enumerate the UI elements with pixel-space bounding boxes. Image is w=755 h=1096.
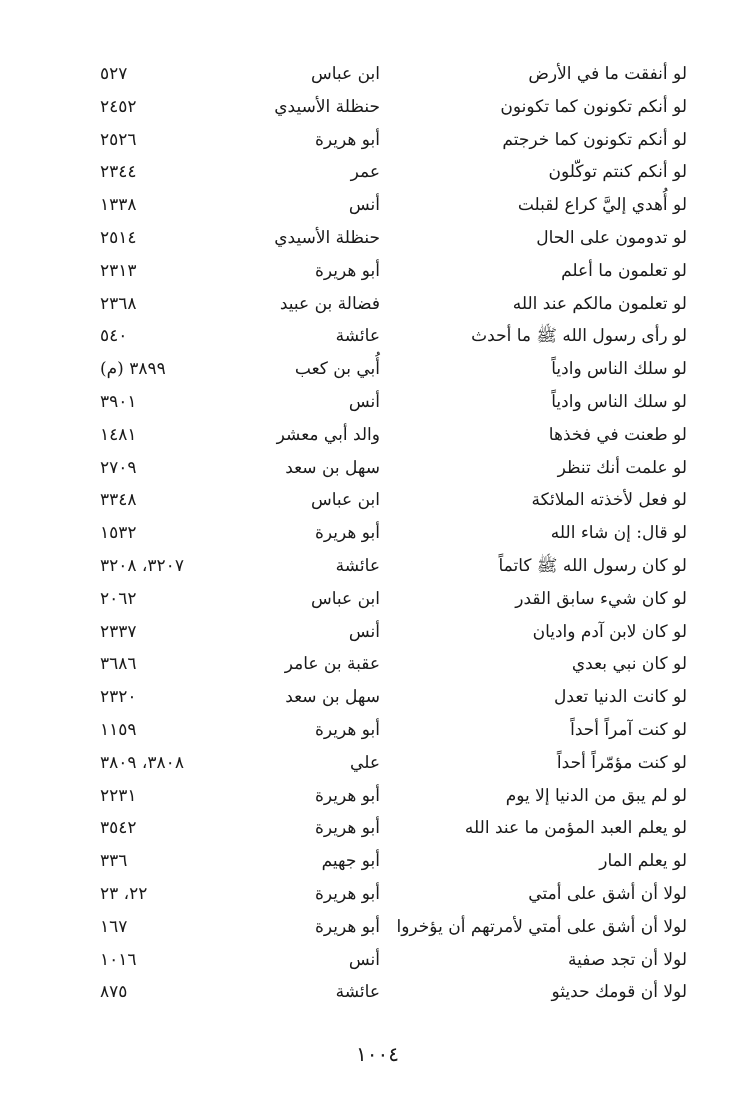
hadith-number-cell (100, 550, 230, 583)
narrator-name: أنس (348, 195, 380, 216)
hadith-number: ٥٢٧ (100, 64, 128, 84)
index-row (0, 944, 755, 977)
narrator-name: سهل بن سعد (285, 687, 380, 708)
hadith-text: لو كان نبي بعدي (571, 654, 687, 675)
hadith-text: لو فعل لأخذته الملائكة (531, 490, 687, 511)
hadith-text: لو علمت أنك تنظر (557, 457, 687, 478)
hadith-number-cell (100, 616, 230, 649)
hadith-number-cell (100, 255, 230, 288)
hadith-number: ١٦٧ (100, 916, 128, 937)
hadith-text: لولا أن أشق على أمتي لأمرتهم أن يؤخروا (396, 916, 687, 937)
narrator-name: أُبي بن كعب (294, 359, 380, 380)
narrator-name: أبو جهيم (321, 851, 380, 872)
hadith-number: ٥٤٠ (100, 326, 128, 347)
hadith-text: لو كنت مؤمّراً أحداً (556, 752, 687, 773)
index-row (0, 812, 755, 845)
hadith-text: لو يعلم المار (599, 851, 687, 872)
hadith-number-cell (100, 911, 230, 944)
hadith-number-cell (100, 189, 230, 222)
narrator-name: أبو هريرة (314, 523, 380, 544)
hadith-number-cell (100, 517, 230, 550)
narrator-name: أبو هريرة (314, 818, 380, 839)
hadith-number-cell (100, 714, 230, 747)
index-row (0, 189, 755, 222)
hadith-number-cell (100, 878, 230, 911)
hadith-number-cell (100, 156, 230, 189)
hadith-number: ١١٥٩ (100, 719, 137, 740)
hadith-number: ٣٣٦ (100, 851, 128, 872)
hadith-text: لو أنكم كنتم توكّلون (548, 162, 687, 183)
index-row (0, 616, 755, 649)
hadith-text: لو كان رسول الله ﷺ كاتماً (498, 555, 687, 576)
hadith-number: ٢٥٢٦ (100, 129, 137, 150)
narrator-name: أبو هريرة (314, 260, 380, 281)
hadith-number: ٢٠٦٢ (100, 588, 137, 609)
hadith-text: لو يعلم العبد المؤمن ما عند الله (464, 818, 687, 839)
hadith-number: ٣٥٤٢ (100, 818, 137, 839)
hadith-number-cell (100, 386, 230, 419)
index-row (0, 320, 755, 353)
index-row (0, 976, 755, 1009)
page-number: ١٠٠٤ (356, 1042, 399, 1066)
hadith-text: لو سلك الناس وادياً (551, 391, 687, 412)
hadith-number-cell (100, 583, 230, 616)
index-row (0, 255, 755, 288)
narrator-name: أنس (348, 391, 380, 412)
hadith-text: لو أنكم تكونون كما تكونون (500, 96, 687, 117)
hadith-number-cell (100, 91, 230, 124)
hadith-number: ٣٨٠٨، ٣٨٠٩ (100, 752, 184, 773)
index-row (0, 156, 755, 189)
hadith-number-cell (100, 812, 230, 845)
index-row (0, 353, 755, 386)
index-row (0, 484, 755, 517)
hadith-number: ٢٣٦٨ (100, 293, 137, 314)
hadith-text: لو كان شيء سابق القدر (515, 588, 687, 609)
hadith-number-cell (100, 452, 230, 485)
hadith-index-table (0, 58, 755, 1009)
index-row (0, 124, 755, 157)
hadith-number-cell (100, 124, 230, 157)
narrator-name: أبو هريرة (314, 719, 380, 740)
index-row (0, 648, 755, 681)
hadith-number: ٢٣٤٤ (100, 162, 137, 183)
narrator-name: حنظلة الأسيدي (274, 96, 380, 117)
index-row (0, 58, 755, 91)
narrator-name: أبو هريرة (314, 916, 380, 937)
index-row (0, 878, 755, 911)
index-row (0, 550, 755, 583)
hadith-number-cell (100, 747, 230, 780)
hadith-number-cell (100, 320, 230, 353)
hadith-number-cell (100, 976, 230, 1009)
index-row (0, 517, 755, 550)
hadith-number-cell (100, 419, 230, 452)
narrator-name: ابن عباس (310, 64, 380, 84)
index-row (0, 222, 755, 255)
hadith-number: ٣٦٨٦ (100, 654, 137, 675)
hadith-text: لو تدومون على الحال (536, 227, 687, 248)
index-row (0, 583, 755, 616)
narrator-name: عمر (350, 162, 380, 183)
hadith-text: لو رأى رسول الله ﷺ ما أحدث (471, 326, 687, 347)
hadith-number-cell (100, 353, 230, 386)
narrator-name: سهل بن سعد (285, 457, 380, 478)
hadith-number-cell (100, 780, 230, 813)
hadith-number-cell (100, 484, 230, 517)
hadith-number: ٣٨٩٩ (م) (100, 359, 166, 380)
index-row (0, 747, 755, 780)
narrator-name: عائشة (335, 555, 380, 576)
hadith-text: لو كان لابن آدم واديان (532, 621, 687, 642)
hadith-text: لو تعلمون ما أعلم (561, 260, 687, 281)
narrator-name: علي (350, 752, 380, 773)
hadith-number: ١٣٣٨ (100, 195, 137, 216)
hadith-number-cell (100, 944, 230, 977)
hadith-number: ٢٣٣٧ (100, 621, 137, 642)
hadith-number: ٢٥١٤ (100, 227, 137, 248)
narrator-name: عائشة (335, 982, 380, 1003)
narrator-name: أبو هريرة (314, 785, 380, 806)
index-row (0, 714, 755, 747)
hadith-text: لو أُهدي إليَّ كراع لقبلت (517, 195, 687, 216)
hadith-text: لو أنكم تكونون كما خرجتم (502, 129, 687, 150)
hadith-number-cell (100, 288, 230, 321)
hadith-text: لولا أن قومك حديثو (551, 982, 687, 1003)
narrator-name: ابن عباس (310, 490, 380, 511)
index-row (0, 91, 755, 124)
hadith-number: ٣٢٠٧، ٣٢٠٨ (100, 555, 184, 576)
hadith-text: لو قال: إن شاء الله (550, 523, 687, 544)
hadith-number-cell (100, 845, 230, 878)
hadith-number-cell (100, 222, 230, 255)
narrator-name: والد أبي معشر (276, 424, 380, 445)
hadith-number-cell (100, 681, 230, 714)
hadith-number: ٢٢٣١ (100, 785, 137, 806)
narrator-name: عقبة بن عامر (284, 654, 380, 675)
index-row (0, 288, 755, 321)
hadith-text: لو أنفقت ما في الأرض (528, 64, 687, 84)
hadith-number: ١٠١٦ (100, 949, 137, 970)
narrator-name: أنس (348, 621, 380, 642)
hadith-text: لو سلك الناس وادياً (551, 359, 687, 380)
index-row (0, 681, 755, 714)
hadith-number: ٣٣٤٨ (100, 490, 137, 511)
narrator-name: عائشة (335, 326, 380, 347)
narrator-name: ابن عباس (310, 588, 380, 609)
hadith-text: لولا أن تجد صفية (568, 949, 687, 970)
index-row (0, 452, 755, 485)
hadith-number: ٣٩٠١ (100, 391, 137, 412)
index-row (0, 845, 755, 878)
hadith-number: ٢٧٠٩ (100, 457, 137, 478)
hadith-number: ١٤٨١ (100, 424, 137, 445)
narrator-name: أبو هريرة (314, 129, 380, 150)
hadith-number: ١٥٣٢ (100, 523, 137, 544)
hadith-text: لو تعلمون مالكم عند الله (512, 293, 687, 314)
hadith-number-cell (100, 58, 230, 91)
narrator-name: حنظلة الأسيدي (274, 227, 380, 248)
hadith-number: ٨٧٥ (100, 982, 128, 1003)
index-row (0, 419, 755, 452)
index-row (0, 386, 755, 419)
hadith-text: لو طعنت في فخذها (548, 424, 687, 445)
index-row (0, 911, 755, 944)
hadith-number-cell (100, 648, 230, 681)
hadith-number: ٢٤٥٢ (100, 96, 137, 117)
hadith-text: لو كنت آمراً أحداً (570, 719, 687, 740)
index-row (0, 780, 755, 813)
hadith-text: لو لم يبق من الدنيا إلا يوم (505, 785, 687, 806)
narrator-name: فضالة بن عبيد (279, 293, 380, 314)
hadith-text: لولا أن أشق على أمتي (528, 883, 687, 904)
hadith-number: ٢٣٢٠ (100, 687, 137, 708)
narrator-name: أبو هريرة (314, 883, 380, 904)
narrator-name: أنس (348, 949, 380, 970)
hadith-text: لو كانت الدنيا تعدل (554, 687, 687, 708)
hadith-number: ٢٢، ٢٣ (100, 883, 148, 904)
hadith-number: ٢٣١٣ (100, 260, 137, 281)
